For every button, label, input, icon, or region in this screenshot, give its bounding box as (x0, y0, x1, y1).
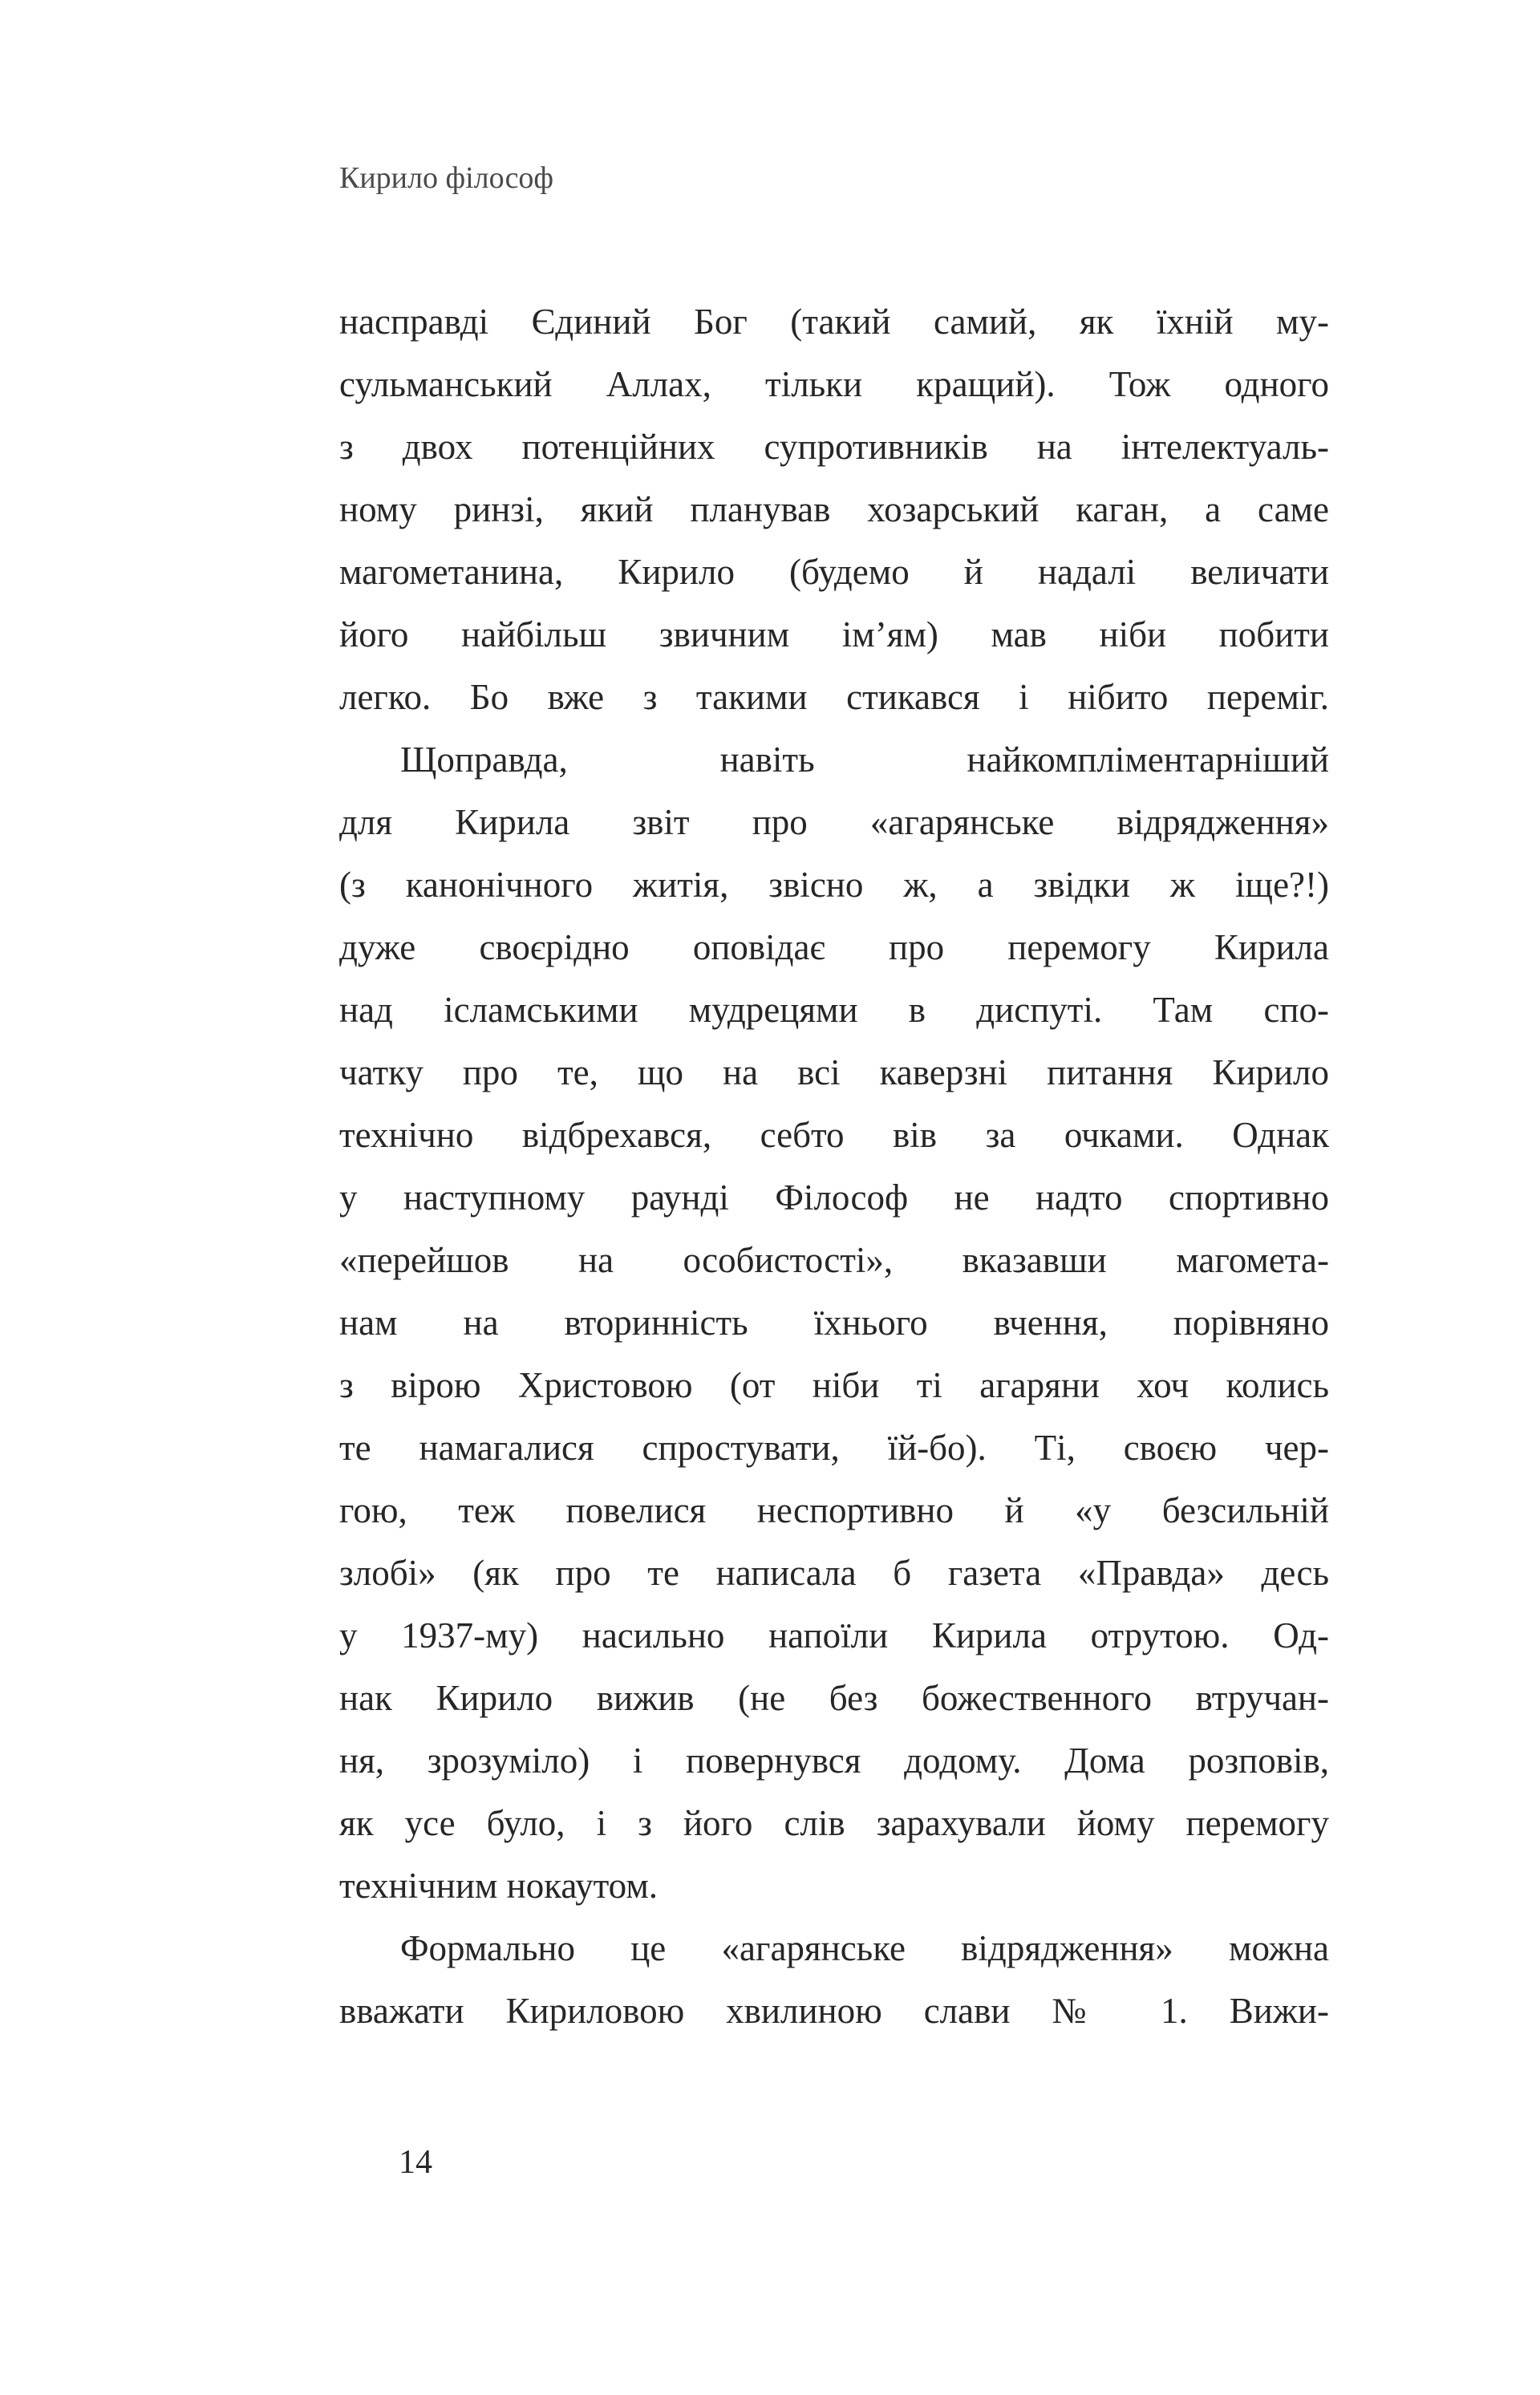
text-line: технічно відбрехався, себто вів за очками. Однак (339, 1115, 1329, 1155)
text-line: нак Кирило вижив (не без божественного втручан- (339, 1678, 1329, 1718)
text-line: у наступному раунді Філософ не надто спортивно (339, 1177, 1329, 1218)
text-line: як усе було, і з його слів зарахували йому перемогу (339, 1803, 1329, 1843)
text-line: Формально це «агарянське відрядження» можна (400, 1928, 1329, 1968)
body-text (339, 290, 1329, 2042)
text-line: для Кирила звіт про «агарянське відрядження» (339, 802, 1329, 842)
text-line: дуже своєрідно оповідає про перемогу Кирила (339, 927, 1329, 967)
text-line: технічним нокаутом. (339, 1866, 659, 1906)
paragraph-3 (339, 1917, 1329, 2042)
text-line: над ісламськими мудрецями в диспуті. Там спо- (339, 990, 1329, 1030)
paragraph-1 (339, 290, 1329, 728)
text-line: те намагалися спростувати, їй-бо). Ті, своєю чер- (339, 1428, 1329, 1468)
text-line: гою, теж повелися неспортивно й «у безсильній (339, 1490, 1329, 1530)
text-line: насправді Єдиний Бог (такий самий, як їхній му- (339, 302, 1329, 342)
text-line: (з канонічного житія, звісно ж, а звідки ж іще?!) (339, 865, 1329, 905)
text-line: з вірою Христовою (от ніби ті агаряни хоч колись (339, 1365, 1329, 1405)
running-header: Кирило філософ (339, 161, 554, 195)
text-line: магометанина, Кирило (будемо й надалі величати (339, 552, 1329, 592)
text-line: Щоправда, навіть найкомпліментарніший (400, 740, 1329, 780)
text-line: сульманський Аллах, тільки кращий). Тож одного (339, 364, 1329, 404)
text-line: чатку про те, що на всі каверзні питання Кирило (339, 1052, 1329, 1092)
text-line: легко. Бо вже з такими стикався і нібито переміг. (339, 677, 1329, 717)
text-line: його найбільш звичним ім’ям) мав ніби побити (339, 614, 1329, 654)
text-line: ня, зрозуміло) і повернувся додому. Дома розповів, (339, 1741, 1329, 1781)
text-line: вважати Кириловою хвилиною слави № 1. Вижи- (339, 1991, 1329, 2031)
text-line: нам на вторинність їхнього вчення, порівняно (339, 1303, 1329, 1343)
text-line: з двох потенційних супротивників на інтелектуаль- (339, 427, 1329, 467)
paragraph-2 (339, 728, 1329, 1917)
page-number: 14 (399, 2144, 432, 2181)
text-line: у 1937-му) насильно напоїли Кирила отрутою. Од- (339, 1615, 1329, 1655)
text-line: «перейшов на особистості», вказавши магомета- (339, 1240, 1329, 1280)
text-line: злобі» (як про те написала б газета «Правда» десь (339, 1553, 1329, 1593)
text-line: ному ринзі, який планував хозарський каган, а саме (339, 489, 1329, 529)
